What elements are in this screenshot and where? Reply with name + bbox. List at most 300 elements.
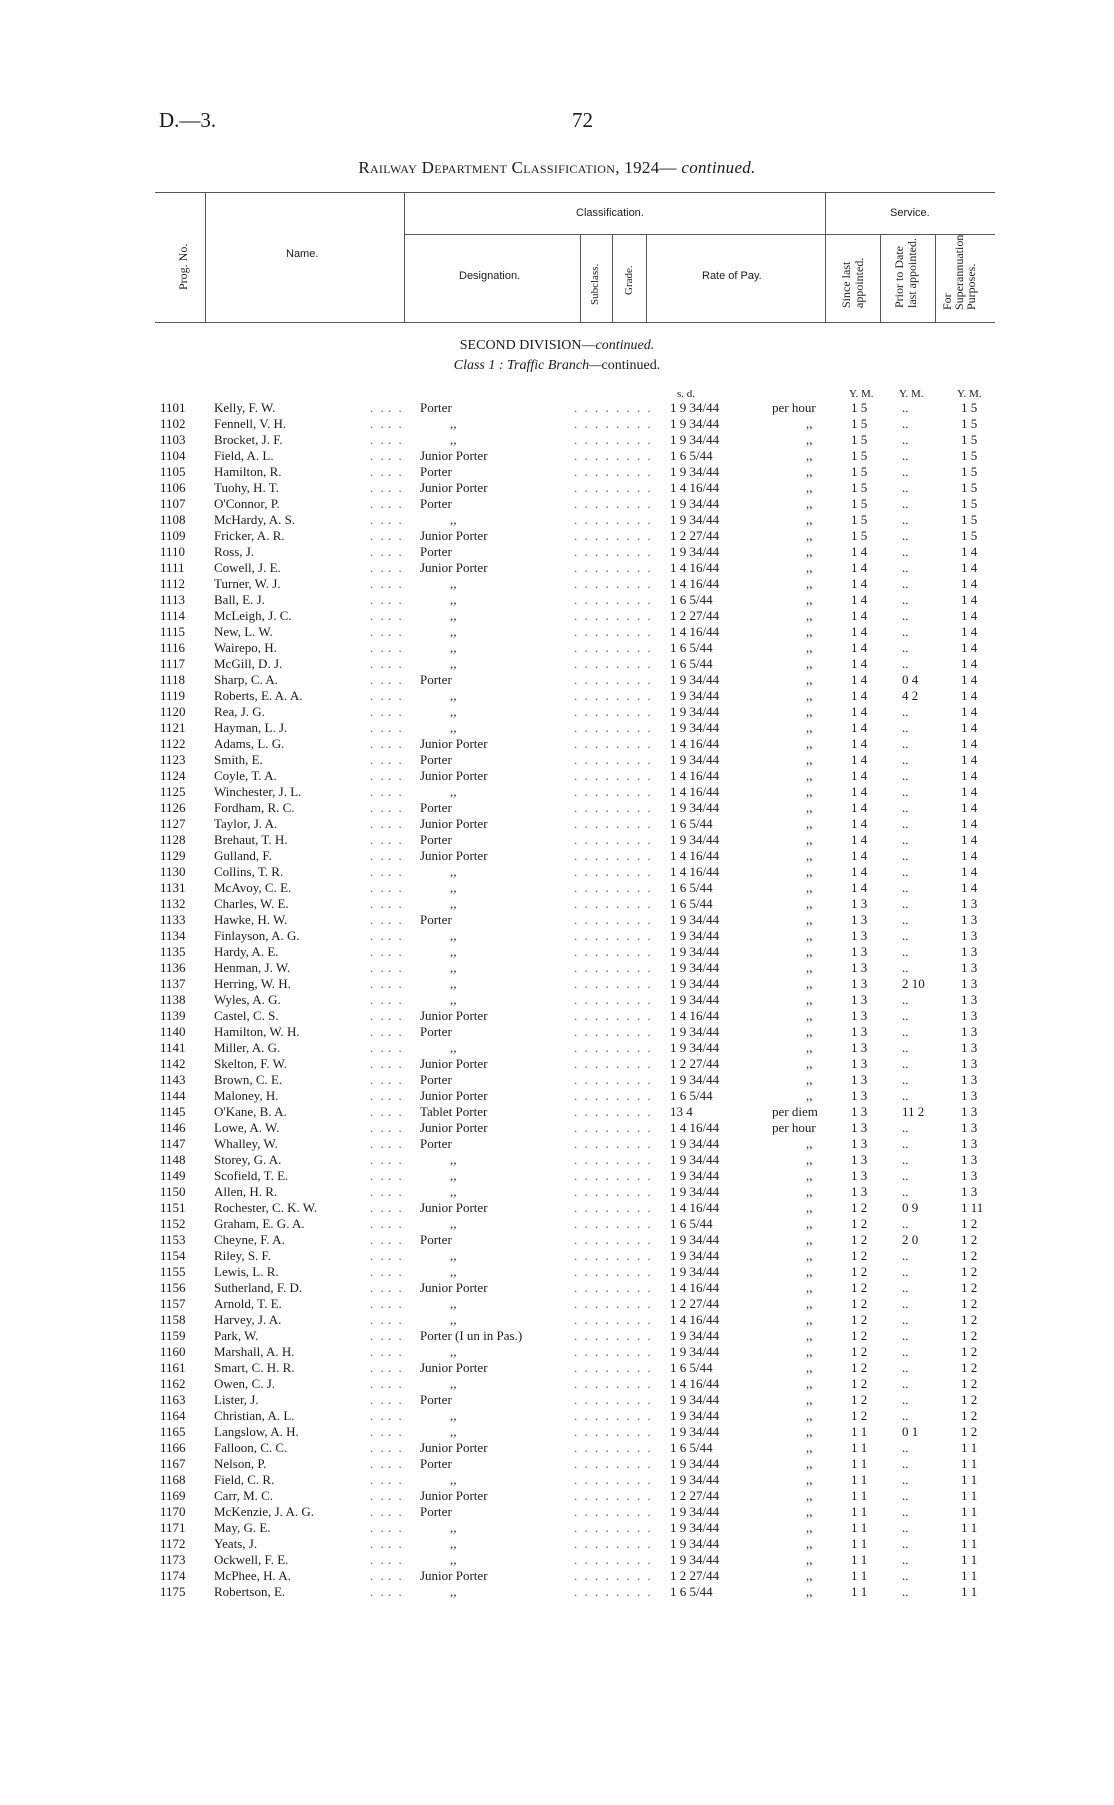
leader-dots: . . — [388, 1552, 404, 1567]
leader-dots: . . — [370, 1168, 386, 1183]
service-since-last: 1 5 — [851, 528, 868, 543]
rate-of-pay: 1 2 27/44 — [670, 608, 720, 623]
service-superannuation: 1 1 — [961, 1440, 978, 1455]
leader-dots: . . — [388, 1488, 404, 1503]
rate-period: per hour — [772, 400, 816, 415]
service-prior: .. — [902, 1184, 909, 1199]
staff-name: Allen, H. R. — [214, 1184, 278, 1199]
designation: Junior Porter — [420, 1280, 488, 1295]
designation: Porter — [420, 1136, 452, 1151]
leader-dots: . . . . . . . . — [574, 1312, 653, 1327]
staff-name: Sharp, C. A. — [214, 672, 278, 687]
service-prior: .. — [902, 1568, 909, 1583]
leader-dots: . . — [388, 640, 404, 655]
service-since-last: 1 4 — [851, 816, 868, 831]
leader-dots: . . . . . . . . — [574, 1248, 653, 1263]
leader-dots: . . — [388, 768, 404, 783]
service-superannuation: 1 3 — [961, 944, 978, 959]
service-since-last: 1 4 — [851, 672, 868, 687]
leader-dots: . . — [388, 1472, 404, 1487]
leader-dots: . . — [370, 912, 386, 927]
leader-dots: . . — [388, 464, 404, 479]
rate-period: ,, — [806, 1232, 813, 1247]
service-superannuation: 1 3 — [961, 960, 978, 975]
rate-period: ,, — [806, 448, 813, 463]
staff-name: Brehaut, T. H. — [214, 832, 288, 847]
leader-dots: . . — [370, 1552, 386, 1567]
service-prior: .. — [902, 912, 909, 927]
service-since-last: 1 4 — [851, 832, 868, 847]
leader-dots: . . — [388, 448, 404, 463]
division-title — [0, 338, 1114, 354]
staff-name: Rochester, C. K. W. — [214, 1200, 318, 1215]
prog-no: 1114 — [160, 608, 186, 623]
leader-dots: . . — [370, 400, 386, 415]
service-prior: .. — [902, 512, 909, 527]
service-prior: .. — [902, 784, 909, 799]
designation: ,, — [450, 1296, 457, 1311]
rate-of-pay: 1 9 34/44 — [670, 1152, 720, 1167]
header-classification: Classification. — [576, 207, 644, 219]
header-name: Name. — [286, 248, 319, 260]
service-since-last: 1 4 — [851, 784, 868, 799]
service-since-last: 1 1 — [851, 1552, 868, 1567]
rate-of-pay: 1 6 5/44 — [670, 816, 713, 831]
service-since-last: 1 3 — [851, 944, 868, 959]
service-prior: .. — [902, 496, 909, 511]
service-superannuation: 1 4 — [961, 608, 978, 623]
leader-dots: . . . . . . . . — [574, 704, 653, 719]
leader-dots: . . . . . . . . — [574, 1504, 653, 1519]
prog-no: 1107 — [160, 496, 186, 511]
rate-of-pay: 1 2 27/44 — [670, 528, 720, 543]
rate-of-pay: 1 6 5/44 — [670, 896, 713, 911]
leader-dots: . . — [388, 1232, 404, 1247]
leader-dots: . . . . . . . . — [574, 976, 653, 991]
designation: Porter — [420, 832, 452, 847]
leader-dots: . . . . . . . . — [574, 1056, 653, 1071]
staff-name: Hamilton, W. H. — [214, 1024, 300, 1039]
leader-dots: . . . . . . . . — [574, 1120, 653, 1135]
divider-name — [404, 192, 405, 322]
leader-dots: . . — [370, 1472, 386, 1487]
service-since-last: 1 2 — [851, 1296, 868, 1311]
service-superannuation: 1 5 — [961, 432, 978, 447]
service-superannuation: 1 2 — [961, 1376, 978, 1391]
service-superannuation: 1 4 — [961, 576, 978, 591]
designation: ,, — [450, 688, 457, 703]
rate-of-pay: 1 9 34/44 — [670, 1552, 720, 1567]
prog-no: 1137 — [160, 976, 186, 991]
leader-dots: . . — [370, 896, 386, 911]
leader-dots: . . . . . . . . — [574, 1536, 653, 1551]
rate-of-pay: 1 9 34/44 — [670, 704, 720, 719]
staff-name: Finlayson, A. G. — [214, 928, 300, 943]
service-prior: .. — [902, 1248, 909, 1263]
rate-period: ,, — [806, 624, 813, 639]
leader-dots: . . — [388, 976, 404, 991]
leader-dots: . . . . . . . . — [574, 464, 653, 479]
leader-dots: . . . . . . . . — [574, 816, 653, 831]
designation: ,, — [450, 1152, 457, 1167]
staff-name: Riley, S. F. — [214, 1248, 271, 1263]
header-prior-date: Prior to Date last appointed. — [892, 238, 919, 308]
rate-period: ,, — [806, 704, 813, 719]
leader-dots: . . — [370, 448, 386, 463]
divider-since — [880, 234, 881, 322]
designation: ,, — [450, 1216, 457, 1231]
rate-of-pay: 1 9 34/44 — [670, 432, 720, 447]
leader-dots: . . — [370, 1376, 386, 1391]
designation: ,, — [450, 976, 457, 991]
designation: ,, — [450, 1472, 457, 1487]
rate-of-pay: 1 9 34/44 — [670, 1232, 720, 1247]
rate-period: ,, — [806, 1568, 813, 1583]
rate-of-pay: 1 4 16/44 — [670, 848, 720, 863]
service-prior: 0 1 — [902, 1424, 919, 1439]
rate-of-pay: 1 6 5/44 — [670, 1216, 713, 1231]
leader-dots: . . . . . . . . — [574, 624, 653, 639]
staff-name: Sutherland, F. D. — [214, 1280, 303, 1295]
leader-dots: . . . . . . . . — [574, 944, 653, 959]
rate-of-pay: 1 4 16/44 — [670, 1120, 720, 1135]
leader-dots: . . — [388, 736, 404, 751]
service-superannuation: 1 4 — [961, 864, 978, 879]
designation: ,, — [450, 1520, 457, 1535]
service-since-last: 1 4 — [851, 864, 868, 879]
designation: ,, — [450, 1184, 457, 1199]
leader-dots: . . — [388, 1216, 404, 1231]
service-prior: .. — [902, 400, 909, 415]
rate-of-pay: 1 9 34/44 — [670, 752, 720, 767]
leader-dots: . . — [370, 560, 386, 575]
service-superannuation: 1 4 — [961, 544, 978, 559]
rate-of-pay: 1 9 34/44 — [670, 1024, 720, 1039]
service-superannuation: 1 3 — [961, 976, 978, 991]
service-superannuation: 1 2 — [961, 1248, 978, 1263]
service-prior: .. — [902, 1472, 909, 1487]
designation: ,, — [450, 1168, 457, 1183]
prog-no: 1142 — [160, 1056, 186, 1071]
classification-rule — [404, 234, 825, 235]
service-superannuation: 1 4 — [961, 816, 978, 831]
service-superannuation: 1 2 — [961, 1424, 978, 1439]
header-prog-no: Prog. No. — [176, 243, 190, 290]
leader-dots: . . — [388, 592, 404, 607]
service-superannuation: 1 1 — [961, 1504, 978, 1519]
header-subclass: Subclass. — [589, 263, 601, 305]
designation: Junior Porter — [420, 848, 488, 863]
leader-dots: . . — [370, 640, 386, 655]
rate-period: ,, — [806, 1056, 813, 1071]
service-prior: .. — [902, 1312, 909, 1327]
service-since-last: 1 4 — [851, 592, 868, 607]
prog-no: 1119 — [160, 688, 186, 703]
leader-dots: . . — [388, 576, 404, 591]
rate-period: ,, — [806, 1280, 813, 1295]
rate-of-pay: 1 6 5/44 — [670, 448, 713, 463]
service-prior: 2 0 — [902, 1232, 919, 1247]
service-superannuation: 1 2 — [961, 1392, 978, 1407]
page-number: 72 — [572, 108, 593, 132]
prog-no: 1143 — [160, 1072, 186, 1087]
staff-name: Yeats, J. — [214, 1536, 258, 1551]
prog-no: 1136 — [160, 960, 186, 975]
designation: ,, — [450, 608, 457, 623]
service-superannuation: 1 5 — [961, 480, 978, 495]
rate-of-pay: 1 9 34/44 — [670, 1472, 720, 1487]
leader-dots: . . . . . . . . — [574, 720, 653, 735]
leader-dots: . . . . . . . . — [574, 800, 653, 815]
service-since-last: 1 3 — [851, 1056, 868, 1071]
prog-no: 1130 — [160, 864, 186, 879]
leader-dots: . . — [370, 1088, 386, 1103]
service-since-last: 1 5 — [851, 480, 868, 495]
staff-name: McKenzie, J. A. G. — [214, 1504, 315, 1519]
leader-dots: . . . . . . . . — [574, 1392, 653, 1407]
staff-name: Graham, E. G. A. — [214, 1216, 305, 1231]
rate-of-pay: 1 9 34/44 — [670, 1248, 720, 1263]
leader-dots: . . . . . . . . — [574, 992, 653, 1007]
rate-of-pay: 1 9 34/44 — [670, 832, 720, 847]
staff-name: Robertson, E. — [214, 1584, 286, 1599]
service-prior: .. — [902, 1328, 909, 1343]
rate-period: ,, — [806, 1264, 813, 1279]
prog-no: 1156 — [160, 1280, 186, 1295]
service-since-last: 1 3 — [851, 992, 868, 1007]
service-since-last: 1 4 — [851, 800, 868, 815]
leader-dots: . . — [388, 880, 404, 895]
service-prior: .. — [902, 1408, 909, 1423]
service-superannuation: 1 4 — [961, 784, 978, 799]
rate-of-pay: 1 9 34/44 — [670, 1040, 720, 1055]
rate-period: ,, — [806, 832, 813, 847]
leader-dots: . . — [388, 832, 404, 847]
designation: Junior Porter — [420, 1200, 488, 1215]
leader-dots: . . — [370, 656, 386, 671]
rate-of-pay: 1 4 16/44 — [670, 480, 720, 495]
service-since-last: 1 4 — [851, 576, 868, 591]
designation: Junior Porter — [420, 1056, 488, 1071]
rate-period: ,, — [806, 496, 813, 511]
service-superannuation: 1 5 — [961, 528, 978, 543]
rate-of-pay: 1 9 34/44 — [670, 1136, 720, 1151]
leader-dots: . . — [370, 608, 386, 623]
leader-dots: . . — [370, 864, 386, 879]
leader-dots: . . — [388, 1152, 404, 1167]
leader-dots: . . . . . . . . — [574, 1376, 653, 1391]
leader-dots: . . — [388, 1424, 404, 1439]
leader-dots: . . — [388, 672, 404, 687]
prog-no: 1146 — [160, 1120, 186, 1135]
rate-period: ,, — [806, 768, 813, 783]
leader-dots: . . — [370, 1072, 386, 1087]
designation: ,, — [450, 640, 457, 655]
leader-dots: . . — [388, 816, 404, 831]
service-prior: 0 4 — [902, 672, 919, 687]
staff-name: Ross, J. — [214, 544, 255, 559]
service-since-last: 1 5 — [851, 464, 868, 479]
service-superannuation: 1 2 — [961, 1328, 978, 1343]
designation: Porter — [420, 1456, 452, 1471]
service-prior: .. — [902, 880, 909, 895]
designation: ,, — [450, 432, 457, 447]
service-since-last: 1 3 — [851, 1104, 868, 1119]
leader-dots: . . — [370, 1488, 386, 1503]
rate-of-pay: 1 6 5/44 — [670, 640, 713, 655]
leader-dots: . . . . . . . . — [574, 560, 653, 575]
service-prior: .. — [902, 1520, 909, 1535]
staff-name: Taylor, J. A. — [214, 816, 278, 831]
service-since-last: 1 3 — [851, 1120, 868, 1135]
service-superannuation: 1 1 — [961, 1520, 978, 1535]
staff-name: Park, W. — [214, 1328, 259, 1343]
service-prior: .. — [902, 1344, 909, 1359]
rate-period: ,, — [806, 640, 813, 655]
designation: Porter — [420, 464, 452, 479]
leader-dots: . . — [370, 688, 386, 703]
prog-no: 1139 — [160, 1008, 186, 1023]
leader-dots: . . . . . . . . — [574, 1456, 653, 1471]
leader-dots: . . — [370, 1024, 386, 1039]
service-superannuation: 1 2 — [961, 1344, 978, 1359]
service-superannuation: 1 4 — [961, 832, 978, 847]
service-prior: .. — [902, 1152, 909, 1167]
service-since-last: 1 5 — [851, 400, 868, 415]
leader-dots: . . . . . . . . — [574, 768, 653, 783]
leader-dots: . . — [370, 1216, 386, 1231]
prog-no: 1132 — [160, 896, 186, 911]
service-since-last: 1 2 — [851, 1248, 868, 1263]
designation: Junior Porter — [420, 528, 488, 543]
leader-dots: . . — [370, 496, 386, 511]
leader-dots: . . . . . . . . — [574, 512, 653, 527]
rate-period: ,, — [806, 416, 813, 431]
rate-period: ,, — [806, 464, 813, 479]
service-since-last: 1 4 — [851, 720, 868, 735]
service-since-last: 1 3 — [851, 928, 868, 943]
leader-dots: . . — [388, 1248, 404, 1263]
service-prior: .. — [902, 720, 909, 735]
service-prior: .. — [902, 848, 909, 863]
designation: ,, — [450, 1040, 457, 1055]
leader-dots: . . — [388, 720, 404, 735]
service-superannuation: 1 3 — [961, 1024, 978, 1039]
service-prior: .. — [902, 1264, 909, 1279]
leader-dots: . . — [370, 1456, 386, 1471]
rate-of-pay: 1 9 34/44 — [670, 416, 720, 431]
rate-of-pay: 1 2 27/44 — [670, 1568, 720, 1583]
leader-dots: . . — [388, 1456, 404, 1471]
service-since-last: 1 2 — [851, 1312, 868, 1327]
staff-name: O'Connor, P. — [214, 496, 280, 511]
title-dash: — — [659, 158, 682, 177]
prog-no: 1147 — [160, 1136, 186, 1151]
service-since-last: 1 3 — [851, 1072, 868, 1087]
leader-dots: . . — [388, 1040, 404, 1055]
staff-name: Wairepo, H. — [214, 640, 277, 655]
leader-dots: . . — [388, 1088, 404, 1103]
staff-name: O'Kane, B. A. — [214, 1104, 287, 1119]
service-since-last: 1 4 — [851, 560, 868, 575]
prog-no: 1116 — [160, 640, 186, 655]
designation: Junior Porter — [420, 736, 488, 751]
leader-dots: . . . . . . . . — [574, 960, 653, 975]
service-since-last: 1 2 — [851, 1264, 868, 1279]
leader-dots: . . . . . . . . — [574, 1184, 653, 1199]
prog-no: 1169 — [160, 1488, 186, 1503]
service-since-last: 1 3 — [851, 1024, 868, 1039]
service-prior: .. — [902, 1376, 909, 1391]
service-since-last: 1 1 — [851, 1472, 868, 1487]
rate-of-pay: 1 9 34/44 — [670, 496, 720, 511]
leader-dots: . . . . . . . . — [574, 1200, 653, 1215]
service-superannuation: 1 2 — [961, 1296, 978, 1311]
rate-of-pay: 1 9 34/44 — [670, 1504, 720, 1519]
prog-no: 1117 — [160, 656, 186, 671]
rate-of-pay: 1 9 34/44 — [670, 1168, 720, 1183]
prog-no: 1165 — [160, 1424, 186, 1439]
rate-of-pay: 1 2 27/44 — [670, 1296, 720, 1311]
leader-dots: . . . . . . . . — [574, 1168, 653, 1183]
prog-no: 1128 — [160, 832, 186, 847]
service-prior: .. — [902, 1504, 909, 1519]
service-superannuation: 1 1 — [961, 1472, 978, 1487]
designation: Porter (I un in Pas.) — [420, 1328, 523, 1343]
rate-of-pay: 1 4 16/44 — [670, 864, 720, 879]
rate-of-pay: 1 9 34/44 — [670, 1424, 720, 1439]
service-prior: .. — [902, 1440, 909, 1455]
leader-dots: . . — [388, 1360, 404, 1375]
service-since-last: 1 4 — [851, 656, 868, 671]
service-prior: .. — [902, 640, 909, 655]
staff-name: Langslow, A. H. — [214, 1424, 299, 1439]
service-superannuation: 1 4 — [961, 688, 978, 703]
staff-name: Hamilton, R. — [214, 464, 282, 479]
rate-period: ,, — [806, 848, 813, 863]
designation: ,, — [450, 512, 457, 527]
rate-of-pay: 1 9 34/44 — [670, 688, 720, 703]
rate-period: ,, — [806, 528, 813, 543]
leader-dots: . . — [388, 704, 404, 719]
service-prior: .. — [902, 864, 909, 879]
designation: Porter — [420, 1072, 452, 1087]
rate-period: ,, — [806, 1504, 813, 1519]
service-since-last: 1 4 — [851, 768, 868, 783]
prog-no: 1122 — [160, 736, 186, 751]
rate-period: ,, — [806, 816, 813, 831]
prog-no: 1133 — [160, 912, 186, 927]
rate-period: ,, — [806, 592, 813, 607]
leader-dots: . . — [388, 752, 404, 767]
rate-period: ,, — [806, 1168, 813, 1183]
prog-no: 1135 — [160, 944, 186, 959]
service-superannuation: 1 4 — [961, 800, 978, 815]
service-prior: .. — [902, 928, 909, 943]
service-since-last: 1 4 — [851, 688, 868, 703]
header-superannuation: For Superannuation Purposes. — [940, 234, 978, 310]
header-rule-top — [155, 192, 995, 193]
rate-period: ,, — [806, 1472, 813, 1487]
leader-dots: . . — [388, 1008, 404, 1023]
prog-no: 1154 — [160, 1248, 186, 1263]
class-name: Class 1 : Traffic Branch— — [453, 358, 602, 373]
staff-name: Lowe, A. W. — [214, 1120, 280, 1135]
service-prior: .. — [902, 656, 909, 671]
rate-period: ,, — [806, 1520, 813, 1535]
service-superannuation: 1 3 — [961, 992, 978, 1007]
leader-dots: . . — [388, 1200, 404, 1215]
